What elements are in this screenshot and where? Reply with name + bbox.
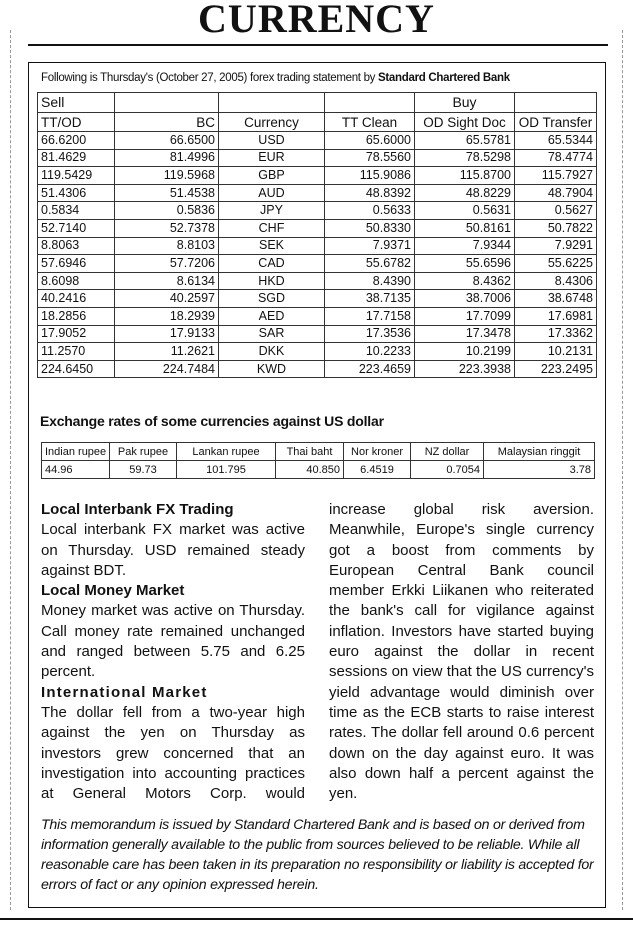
group-buy-spacer-2	[515, 93, 597, 113]
forex-cell-tt-clean: 8.4390	[325, 272, 415, 290]
forex-row	[38, 343, 597, 361]
usd-val-indian-rupee: 44.96	[42, 461, 110, 479]
disclaimer-text: This memorandum is issued by Standard Chartered Bank and is based on or derived from information generally available to the public from sources believed to be reliable. While all reasonable care has been taken in its preparation no responsibility or liability is accepted for errors of fact or any opinion expressed herein.	[41, 817, 594, 893]
group-buy: Buy	[415, 93, 515, 113]
forex-row	[38, 255, 597, 273]
forex-cell-tt-od: 8.6098	[38, 272, 115, 290]
group-sell: Sell	[38, 93, 115, 113]
usd-head-malaysian-ringgit: Malaysian ringgit	[484, 443, 595, 461]
forex-cell-currency: JPY	[219, 202, 325, 220]
forex-cell-currency: CAD	[219, 255, 325, 273]
forex-cell-bc: 0.5836	[115, 202, 219, 220]
forex-row	[38, 237, 597, 255]
section-body-interbank: Local interbank FX market was active on Thursday. USD remained steady against BDT.	[41, 521, 305, 579]
section-heading-interbank: Local Interbank FX Trading	[41, 501, 234, 518]
group-sell-spacer	[115, 93, 219, 113]
caption-bank: Standard Chartered Bank	[378, 72, 510, 84]
usd-val-pak-rupee: 59.73	[110, 461, 177, 479]
forex-cell-tt-clean: 65.6000	[325, 132, 415, 150]
usd-val-thai-baht: 40.850	[276, 461, 344, 479]
usd-head-indian-rupee: Indian rupee	[42, 443, 110, 461]
forex-cell-od-sight-doc: 223.3938	[415, 360, 515, 378]
forex-row	[38, 167, 597, 185]
usd-head-nor-kroner: Nor kroner	[344, 443, 411, 461]
forex-cell-currency: USD	[219, 132, 325, 150]
forex-cell-tt-clean: 48.8392	[325, 184, 415, 202]
forex-cell-tt-clean: 55.6782	[325, 255, 415, 273]
forex-cell-tt-clean: 0.5633	[325, 202, 415, 220]
forex-cell-tt-od: 0.5834	[38, 202, 115, 220]
forex-cell-od-transfer: 38.6748	[515, 290, 597, 308]
forex-cell-bc: 51.4538	[115, 184, 219, 202]
forex-cell-tt-clean: 115.9086	[325, 167, 415, 185]
forex-cell-od-sight-doc: 78.5298	[415, 149, 515, 167]
section-body-international-part2: increase global risk aversion. Meanwhile, Europe's single currency got a boost from comments by European Central Bank council member Erkki Liikanen who reiterated the bank's call for vigilance against inflation. Investors have started buying euro against the dollar in recent sessions on view that the US currency's yield advantage would diminish over time as the ECB starts to raise interest rates. The dollar fell around 0.6 percent down on the day against euro. It was also down half a percent against the yen.	[329, 501, 594, 803]
forex-cell-od-transfer: 223.2495	[515, 360, 597, 378]
forex-row	[38, 325, 597, 343]
forex-cell-od-sight-doc: 48.8229	[415, 184, 515, 202]
forex-cell-tt-od: 52.7140	[38, 219, 115, 237]
forex-cell-bc: 66.6500	[115, 132, 219, 150]
page-title: CURRENCY	[198, 0, 435, 41]
article-right-column	[329, 500, 594, 804]
forex-cell-od-sight-doc: 115.8700	[415, 167, 515, 185]
forex-cell-od-sight-doc: 10.2199	[415, 343, 515, 361]
forex-row	[38, 149, 597, 167]
forex-cell-tt-od: 66.6200	[38, 132, 115, 150]
usd-head-nz-dollar: NZ dollar	[411, 443, 484, 461]
forex-cell-tt-clean: 17.3536	[325, 325, 415, 343]
forex-cell-od-sight-doc: 7.9344	[415, 237, 515, 255]
section-heading-international: International Market	[41, 683, 208, 701]
forex-cell-currency: SEK	[219, 237, 325, 255]
forex-cell-od-transfer: 17.6981	[515, 307, 597, 325]
forex-cell-od-transfer: 50.7822	[515, 219, 597, 237]
forex-cell-tt-clean: 17.7158	[325, 307, 415, 325]
bottom-rule	[0, 918, 633, 920]
forex-cell-od-transfer: 7.9291	[515, 237, 597, 255]
forex-table	[37, 92, 597, 378]
forex-cell-tt-od: 57.6946	[38, 255, 115, 273]
forex-cell-tt-clean: 223.4659	[325, 360, 415, 378]
forex-cell-tt-clean: 7.9371	[325, 237, 415, 255]
forex-cell-currency: KWD	[219, 360, 325, 378]
forex-cell-currency: SAR	[219, 325, 325, 343]
forex-cell-tt-od: 81.4629	[38, 149, 115, 167]
forex-row	[38, 307, 597, 325]
usd-rates-heading: Exchange rates of some currencies against US dollar	[40, 413, 384, 429]
forex-group-header	[38, 93, 597, 113]
forex-cell-currency: DKK	[219, 343, 325, 361]
forex-cell-od-transfer: 65.5344	[515, 132, 597, 150]
right-column-divider	[622, 30, 624, 910]
col-tt-clean: TT Clean	[325, 113, 415, 132]
usd-val-malaysian-ringgit: 3.78	[484, 461, 595, 479]
usd-val-nor-kroner: 6.4519	[344, 461, 411, 479]
section-body-international-part1: The dollar fell from a two-year high against the yen on Thursday as investors grew concerned that an investigation into accounting practices at General Motors Corp. would	[41, 703, 305, 803]
forex-cell-currency: EUR	[219, 149, 325, 167]
forex-row	[38, 290, 597, 308]
forex-cell-currency: SGD	[219, 290, 325, 308]
forex-cell-tt-clean: 50.8330	[325, 219, 415, 237]
forex-cell-od-sight-doc: 38.7006	[415, 290, 515, 308]
usd-rates-value-row	[42, 461, 595, 479]
forex-row	[38, 360, 597, 378]
forex-cell-bc: 18.2939	[115, 307, 219, 325]
usd-val-nz-dollar: 0.7054	[411, 461, 484, 479]
usd-rates-table	[41, 442, 595, 479]
forex-cell-od-sight-doc: 17.7099	[415, 307, 515, 325]
forex-cell-tt-od: 224.6450	[38, 360, 115, 378]
usd-val-lankan-rupee: 101.795	[177, 461, 276, 479]
usd-head-pak-rupee: Pak rupee	[110, 443, 177, 461]
forex-cell-od-sight-doc: 55.6596	[415, 255, 515, 273]
forex-cell-od-transfer: 55.6225	[515, 255, 597, 273]
statement-caption	[41, 72, 510, 84]
forex-cell-od-transfer: 17.3362	[515, 325, 597, 343]
forex-cell-tt-clean: 10.2233	[325, 343, 415, 361]
forex-cell-od-transfer: 10.2131	[515, 343, 597, 361]
caption-text: Following is Thursday's (October 27, 2005) forex trading statement by	[41, 72, 379, 84]
col-od-sight-doc: OD Sight Doc	[415, 113, 515, 132]
forex-cell-od-transfer: 48.7904	[515, 184, 597, 202]
forex-row	[38, 132, 597, 150]
forex-cell-currency: AED	[219, 307, 325, 325]
forex-cell-tt-od: 119.5429	[38, 167, 115, 185]
forex-cell-bc: 8.8103	[115, 237, 219, 255]
forex-cell-tt-od: 40.2416	[38, 290, 115, 308]
forex-cell-tt-od: 17.9052	[38, 325, 115, 343]
article-left-column	[41, 500, 305, 804]
forex-cell-od-sight-doc: 65.5781	[415, 132, 515, 150]
forex-cell-od-sight-doc: 50.8161	[415, 219, 515, 237]
forex-cell-tt-od: 11.2570	[38, 343, 115, 361]
forex-cell-od-transfer: 8.4306	[515, 272, 597, 290]
forex-cell-currency: GBP	[219, 167, 325, 185]
forex-row	[38, 184, 597, 202]
forex-cell-currency: AUD	[219, 184, 325, 202]
forex-cell-currency: CHF	[219, 219, 325, 237]
forex-cell-tt-od: 51.4306	[38, 184, 115, 202]
forex-cell-bc: 224.7484	[115, 360, 219, 378]
forex-cell-bc: 81.4996	[115, 149, 219, 167]
forex-row	[38, 219, 597, 237]
forex-cell-bc: 40.2597	[115, 290, 219, 308]
forex-cell-od-transfer: 0.5627	[515, 202, 597, 220]
group-mid-spacer	[219, 93, 325, 113]
forex-row	[38, 272, 597, 290]
disclaimer	[41, 815, 594, 895]
forex-cell-bc: 11.2621	[115, 343, 219, 361]
col-bc: BC	[115, 113, 219, 132]
section-body-money-market: Money market was active on Thursday. Call money rate remained unchanged and ranged between 5.75 and 6.25 percent.	[41, 602, 305, 681]
forex-cell-tt-clean: 38.7135	[325, 290, 415, 308]
forex-cell-bc: 52.7378	[115, 219, 219, 237]
group-buy-spacer	[325, 93, 415, 113]
forex-cell-bc: 119.5968	[115, 167, 219, 185]
usd-rates-header-row	[42, 443, 595, 461]
section-heading-money-market: Local Money Market	[41, 582, 185, 600]
forex-cell-od-transfer: 78.4774	[515, 149, 597, 167]
forex-cell-od-transfer: 115.7927	[515, 167, 597, 185]
forex-cell-od-sight-doc: 8.4362	[415, 272, 515, 290]
forex-cell-bc: 17.9133	[115, 325, 219, 343]
forex-cell-od-sight-doc: 0.5631	[415, 202, 515, 220]
title-rule	[28, 44, 608, 46]
adjacent-column-edge	[627, 0, 633, 925]
col-od-transfer: OD Transfer	[515, 113, 597, 132]
usd-head-thai-baht: Thai baht	[276, 443, 344, 461]
forex-cell-tt-od: 18.2856	[38, 307, 115, 325]
forex-cell-tt-od: 8.8063	[38, 237, 115, 255]
forex-cell-currency: HKD	[219, 272, 325, 290]
col-tt-od: TT/OD	[38, 113, 115, 132]
forex-row	[38, 202, 597, 220]
forex-column-header	[38, 113, 597, 132]
forex-cell-bc: 8.6134	[115, 272, 219, 290]
left-column-divider	[10, 30, 12, 910]
forex-cell-bc: 57.7206	[115, 255, 219, 273]
usd-head-lankan-rupee: Lankan rupee	[177, 443, 276, 461]
forex-cell-od-sight-doc: 17.3478	[415, 325, 515, 343]
forex-cell-tt-clean: 78.5560	[325, 149, 415, 167]
col-currency: Currency	[219, 113, 325, 132]
